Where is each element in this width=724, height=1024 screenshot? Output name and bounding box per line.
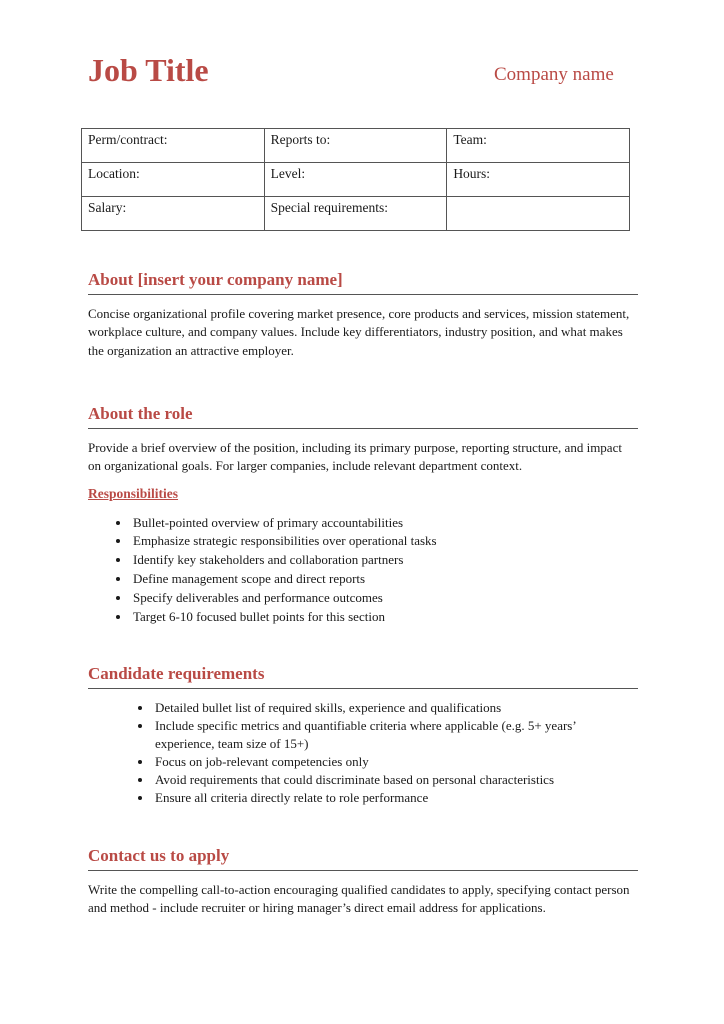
responsibilities-list bbox=[88, 514, 638, 627]
contact-section bbox=[88, 846, 638, 918]
candidate-requirements-list bbox=[88, 699, 638, 807]
list-item: • Include specific metrics and quantifiable criteria where applicable (e.g. 5+ years’ experience, team size of 15+) bbox=[153, 717, 638, 753]
special-requirements-cell: Special requirements: bbox=[264, 197, 447, 231]
empty-cell bbox=[447, 197, 630, 231]
list-item: • Detailed bullet list of required skills, experience and qualifications bbox=[153, 699, 638, 717]
list-item: • Target 6-10 focused bullet points for this section bbox=[131, 608, 638, 627]
list-item: • Identify key stakeholders and collaboration partners bbox=[131, 551, 638, 570]
about-role-text: Provide a brief overview of the position, including its primary purpose, reporting structure, and impact on organizational goals. For larger companies, include relevant department context. bbox=[88, 439, 622, 474]
company-name: Company name bbox=[494, 64, 614, 85]
contact-text: Write the compelling call-to-action encouraging qualified candidates to apply, specifying contact person and method - include recruiter or hiring manager’s direct email address for applications. bbox=[88, 881, 630, 916]
about-role-heading: About the role bbox=[88, 404, 638, 429]
table-row bbox=[82, 129, 630, 163]
responsibilities-heading: Responsibilities bbox=[88, 485, 179, 501]
list-item: • Define management scope and direct reports bbox=[131, 570, 638, 589]
level-cell: Level: bbox=[264, 163, 447, 197]
job-info-table bbox=[81, 128, 630, 231]
salary-cell: Salary: bbox=[82, 197, 265, 231]
list-item: • Bullet-pointed overview of primary accountabilities bbox=[131, 514, 638, 533]
hours-cell: Hours: bbox=[447, 163, 630, 197]
perm-contract-cell: Perm/contract: bbox=[82, 129, 265, 163]
contact-heading: Contact us to apply bbox=[88, 846, 638, 871]
about-company-heading: About [insert your company name] bbox=[88, 270, 638, 295]
candidate-requirements-section bbox=[88, 664, 638, 807]
list-item: • Avoid requirements that could discriminate based on personal characteristics bbox=[153, 771, 638, 789]
about-company-section bbox=[88, 270, 638, 360]
list-item: • Emphasize strategic responsibilities over operational tasks bbox=[131, 532, 638, 551]
reports-to-cell: Reports to: bbox=[264, 129, 447, 163]
list-item: • Focus on job-relevant competencies only bbox=[153, 753, 638, 771]
team-cell: Team: bbox=[447, 129, 630, 163]
location-cell: Location: bbox=[82, 163, 265, 197]
about-role-section bbox=[88, 404, 638, 627]
about-company-text: Concise organizational profile covering market presence, core products and services, mission statement, workplace culture, and company values. Include key differentiators, industry position, and what makes the organization an attractive employer. bbox=[88, 305, 630, 358]
job-title: Job Title bbox=[88, 52, 209, 88]
table-row bbox=[82, 197, 630, 231]
candidate-requirements-heading: Candidate requirements bbox=[88, 664, 638, 689]
table-row bbox=[82, 163, 630, 197]
list-item: • Specify deliverables and performance outcomes bbox=[131, 589, 638, 608]
list-item: • Ensure all criteria directly relate to role performance bbox=[153, 789, 638, 807]
